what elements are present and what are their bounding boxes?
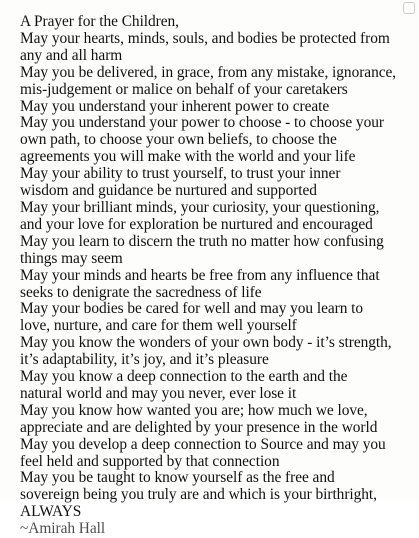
text-line: May you learn to discern the truth no matter how confusing bbox=[20, 232, 384, 250]
prayer-text bbox=[20, 14, 416, 538]
corner-checkbox[interactable] bbox=[403, 2, 415, 14]
text-line: love, nurture, and care for them well yourself bbox=[20, 317, 297, 335]
text-line: May you know the wonders of your own body - it’s strength, bbox=[20, 334, 392, 352]
text-line: wisdom and guidance be nurtured and supported bbox=[20, 182, 317, 200]
text-line: May you be taught to know yourself as the free and bbox=[20, 469, 335, 487]
text-line: May you know a deep connection to the earth and the bbox=[20, 368, 348, 386]
text-line: May you understand your inherent power to create bbox=[20, 97, 330, 115]
text-line: May your brilliant minds, your curiosity, your questioning, bbox=[20, 198, 380, 216]
text-line: natural world and may you never, ever lose it bbox=[20, 384, 297, 402]
closing-word: ALWAYS bbox=[20, 503, 82, 521]
text-line: any and all harm bbox=[20, 46, 123, 64]
signature-line: ~Amirah Hall bbox=[20, 520, 106, 538]
text-line: May you be delivered, in grace, from any mistake, ignorance, bbox=[20, 63, 397, 81]
text-line: mis-judgement or malice on behalf of your caretakers bbox=[20, 80, 348, 98]
text-line: May your minds and hearts be free from any influence that bbox=[20, 266, 380, 284]
prayer-title: A Prayer for the Children, bbox=[20, 13, 179, 30]
text-line: sovereign being you truly are and which is your birthright, bbox=[20, 486, 377, 504]
text-line: May your bodies be cared for well and may you learn to bbox=[20, 300, 364, 318]
text-line: May you know how wanted you are; how much we love, bbox=[20, 401, 368, 419]
text-line: appreciate and are delighted by your presence in the world bbox=[20, 418, 378, 436]
text-line: agreements you will make with the world and your life bbox=[20, 148, 356, 166]
text-line: own path, to choose your own beliefs, to choose the bbox=[20, 131, 337, 149]
text-line: it’s adaptability, it’s joy, and it’s pleasure bbox=[20, 351, 269, 369]
text-line: May you develop a deep connection to Source and may you bbox=[20, 435, 386, 453]
text-line: things may seem bbox=[20, 249, 123, 267]
text-line: May you understand your power to choose - to choose your bbox=[20, 114, 384, 132]
text-line: seeks to denigrate the sacredness of life bbox=[20, 283, 262, 301]
text-line: May your ability to trust yourself, to trust your inner bbox=[20, 165, 341, 183]
text-line: feel held and supported by that connection bbox=[20, 452, 280, 470]
text-line: and your love for exploration be nurtured and encouraged bbox=[20, 215, 373, 233]
text-line: May your hearts, minds, souls, and bodies be protected from bbox=[20, 29, 390, 47]
